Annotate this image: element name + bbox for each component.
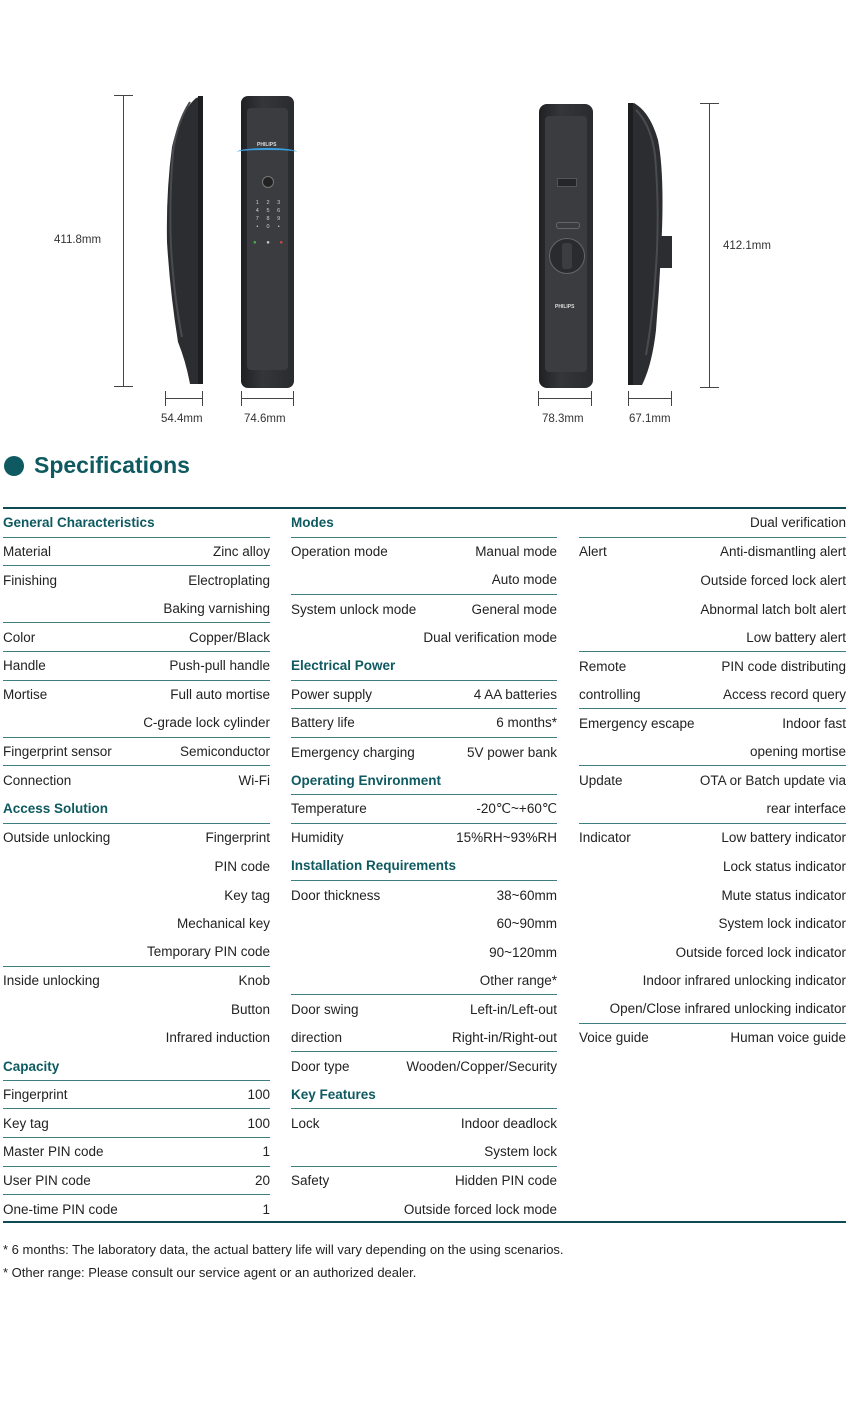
spec-value: 100 bbox=[247, 1115, 270, 1131]
spec-value: C-grade lock cylinder bbox=[143, 715, 270, 731]
spec-row bbox=[579, 824, 846, 853]
front-depth-tick-l bbox=[165, 391, 166, 406]
spec-label: Inside unlocking bbox=[3, 973, 100, 989]
spec-row bbox=[291, 566, 557, 595]
spec-label: Fingerprint bbox=[3, 1087, 68, 1103]
section-header bbox=[291, 509, 557, 538]
spec-value: Semiconductor bbox=[179, 744, 270, 760]
section-title: Access Solution bbox=[3, 801, 109, 817]
spec-label: Connection bbox=[3, 773, 72, 789]
back-width-tick-r bbox=[591, 391, 592, 406]
key-6: 6 bbox=[277, 208, 281, 214]
front-height-line bbox=[123, 95, 124, 386]
spec-value: Other range* bbox=[479, 972, 557, 988]
spec-value: opening mortise bbox=[749, 744, 846, 760]
spec-value: Key tag bbox=[224, 887, 270, 903]
spec-row bbox=[3, 824, 270, 853]
spec-row bbox=[579, 881, 846, 910]
section-title: Operating Environment bbox=[291, 772, 442, 788]
front-depth-label: 54.4mm bbox=[161, 413, 203, 425]
footnote-range: * Other range: Please consult our service agent or an authorized dealer. bbox=[3, 1265, 417, 1280]
section-header bbox=[291, 766, 557, 795]
spec-label: Power supply bbox=[291, 686, 373, 702]
spec-value: 60~90mm bbox=[496, 916, 557, 932]
spec-row bbox=[579, 1024, 846, 1053]
spec-value: Dual verification mode bbox=[423, 630, 557, 646]
spec-row bbox=[579, 566, 846, 595]
spec-value: Mechanical key bbox=[176, 916, 270, 932]
spec-label: Indicator bbox=[579, 830, 631, 846]
spec-row bbox=[579, 509, 846, 538]
spec-value: Button bbox=[230, 1001, 270, 1017]
spec-value: Baking varnishing bbox=[163, 601, 270, 617]
spec-value: Electroplating bbox=[188, 572, 270, 588]
spec-value: Outside forced lock mode bbox=[403, 1202, 557, 1218]
spec-value: Mute status indicator bbox=[721, 887, 846, 903]
back-height-tick-top bbox=[700, 103, 719, 104]
spec-label: controlling bbox=[579, 686, 641, 702]
fingerprint-sensor-icon bbox=[262, 176, 274, 188]
back-width-tick-l bbox=[538, 391, 539, 406]
spec-row bbox=[3, 652, 270, 681]
section-header bbox=[3, 1052, 270, 1081]
spec-value: System lock indicator bbox=[718, 916, 846, 932]
spec-row bbox=[291, 738, 557, 767]
spec-label: Mortise bbox=[3, 687, 48, 703]
spec-value: PIN code bbox=[214, 858, 270, 874]
section-title: General Characteristics bbox=[3, 515, 155, 531]
blue-light-strip bbox=[237, 148, 297, 156]
spec-label: Update bbox=[579, 773, 623, 789]
spec-row bbox=[579, 652, 846, 681]
spec-value: 90~120mm bbox=[489, 944, 557, 960]
battery-slot bbox=[557, 178, 577, 187]
spec-label: One-time PIN code bbox=[3, 1202, 118, 1218]
spec-row bbox=[3, 1167, 270, 1196]
lock-side-profile-front bbox=[160, 92, 208, 390]
key-4: 4 bbox=[255, 208, 259, 214]
spec-row bbox=[3, 595, 270, 624]
spec-value: Lock status indicator bbox=[722, 858, 846, 874]
front-height-tick-top bbox=[114, 95, 133, 96]
table-bottom-rule bbox=[3, 1221, 846, 1223]
status-icons bbox=[253, 240, 283, 246]
lock-side-profile-back bbox=[624, 100, 680, 390]
spec-value: Access record query bbox=[722, 686, 846, 702]
section-title: Capacity bbox=[3, 1058, 60, 1074]
spec-row bbox=[579, 681, 846, 710]
footnotes bbox=[3, 1238, 564, 1284]
spec-row bbox=[291, 824, 557, 853]
spec-row bbox=[291, 881, 557, 910]
front-depth-tick-r bbox=[202, 391, 203, 406]
key-0: 0 bbox=[266, 224, 270, 230]
spec-row bbox=[3, 852, 270, 881]
spec-row bbox=[3, 566, 270, 595]
spec-row bbox=[291, 538, 557, 567]
spec-label: Lock bbox=[291, 1116, 320, 1132]
spec-row bbox=[3, 623, 270, 652]
spec-value: Wooden/Copper/Security bbox=[406, 1059, 557, 1075]
spec-row bbox=[291, 595, 557, 624]
spec-label: Door swing bbox=[291, 1001, 359, 1017]
spec-value: Auto mode bbox=[491, 572, 557, 588]
page-title: Specifications bbox=[34, 452, 190, 478]
spec-row bbox=[3, 766, 270, 795]
section-header bbox=[291, 852, 557, 881]
spec-value: Abnormal latch bolt alert bbox=[700, 601, 846, 617]
section-header bbox=[3, 795, 270, 824]
spec-label: Temperature bbox=[291, 801, 367, 817]
back-height-label: 412.1mm bbox=[723, 240, 771, 252]
spec-label: Remote bbox=[579, 658, 627, 674]
spec-value: General mode bbox=[471, 601, 557, 617]
spec-row bbox=[291, 1195, 557, 1224]
spec-row bbox=[291, 623, 557, 652]
spec-row bbox=[3, 1195, 270, 1224]
spec-value: Human voice guide bbox=[730, 1030, 846, 1046]
spec-label: Door thickness bbox=[291, 887, 381, 903]
spec-label: Color bbox=[3, 629, 36, 645]
spec-row bbox=[579, 538, 846, 567]
red-status-icon: ● bbox=[279, 240, 283, 246]
spec-label: Master PIN code bbox=[3, 1144, 104, 1160]
spec-row bbox=[291, 938, 557, 967]
spec-row bbox=[3, 1109, 270, 1138]
key-star-icon: • bbox=[256, 224, 259, 230]
spec-value: Outside forced lock indicator bbox=[675, 944, 846, 960]
key-7: 7 bbox=[255, 216, 259, 222]
spec-value: 20 bbox=[254, 1172, 270, 1188]
spec-value: Left-in/Left-out bbox=[469, 1001, 557, 1017]
spec-row bbox=[579, 595, 846, 624]
spec-value: 15%RH~93%RH bbox=[456, 830, 557, 846]
back-height-line bbox=[709, 103, 710, 387]
spec-row bbox=[579, 938, 846, 967]
spec-value: Temporary PIN code bbox=[146, 944, 270, 960]
spec-row bbox=[579, 738, 846, 767]
bell-icon: ● bbox=[266, 240, 270, 246]
lock-back-panel bbox=[539, 104, 593, 388]
back-width-label: 78.3mm bbox=[542, 413, 584, 425]
back-width-line bbox=[538, 398, 592, 399]
spec-label: Finishing bbox=[3, 572, 58, 588]
key-1: 1 bbox=[255, 200, 259, 206]
spec-column-3 bbox=[579, 509, 846, 1052]
spec-value: Push-pull handle bbox=[169, 658, 270, 674]
spec-value: Low battery alert bbox=[746, 629, 846, 645]
spec-value: System lock bbox=[484, 1144, 557, 1160]
spec-row bbox=[291, 1024, 557, 1053]
spec-label: Alert bbox=[579, 544, 607, 560]
spec-row bbox=[579, 795, 846, 824]
spec-row bbox=[291, 709, 557, 738]
spec-value: Outside forced lock alert bbox=[700, 572, 846, 588]
spec-label: Key tag bbox=[3, 1115, 49, 1131]
spec-label: Emergency escape bbox=[579, 715, 695, 731]
spec-row bbox=[3, 1024, 270, 1053]
spec-label: Door type bbox=[291, 1059, 350, 1075]
spec-value: Indoor deadlock bbox=[460, 1116, 557, 1132]
spec-label: Fingerprint sensor bbox=[3, 744, 112, 760]
spec-value: Zinc alloy bbox=[212, 543, 270, 559]
spec-value: PIN code distributing bbox=[721, 658, 846, 674]
keypad bbox=[252, 200, 284, 230]
back-height-tick-bottom bbox=[700, 387, 719, 388]
spec-column-2 bbox=[291, 509, 557, 1224]
spec-row bbox=[3, 881, 270, 910]
spec-value: Infrared induction bbox=[165, 1030, 270, 1046]
spec-row bbox=[291, 1138, 557, 1167]
key-hash-icon: • bbox=[277, 224, 280, 230]
section-title: Electrical Power bbox=[291, 658, 396, 674]
spec-row bbox=[3, 1138, 270, 1167]
spec-row bbox=[291, 1052, 557, 1081]
spec-row bbox=[3, 738, 270, 767]
spec-row bbox=[579, 852, 846, 881]
spec-value: Knob bbox=[238, 973, 270, 989]
spec-label: Voice guide bbox=[579, 1030, 649, 1046]
spec-value: Hidden PIN code bbox=[454, 1173, 557, 1189]
button-pair bbox=[556, 222, 580, 229]
spec-row bbox=[291, 795, 557, 824]
section-title: Modes bbox=[291, 515, 334, 531]
spec-value: 100 bbox=[247, 1087, 270, 1103]
section-title: Key Features bbox=[291, 1087, 376, 1103]
spec-value: rear interface bbox=[766, 801, 846, 817]
spec-value: Fingerprint bbox=[205, 830, 270, 846]
spec-value: Full auto mortise bbox=[170, 687, 270, 703]
key-3: 3 bbox=[277, 200, 281, 206]
spec-value: 4 AA batteries bbox=[473, 686, 557, 702]
spec-label: Safety bbox=[291, 1173, 330, 1189]
front-width-tick-r bbox=[293, 391, 294, 406]
front-width-label: 74.6mm bbox=[244, 413, 286, 425]
spec-row bbox=[291, 967, 557, 996]
spec-value: -20℃~+60℃ bbox=[476, 800, 557, 816]
footnote-battery: * 6 months: The laboratory data, the actual battery life will vary depending on the using scenarios. bbox=[3, 1242, 564, 1257]
spec-row bbox=[3, 909, 270, 938]
spec-value: Wi-Fi bbox=[238, 773, 270, 789]
spec-value: Dual verification bbox=[749, 515, 846, 531]
spec-column-1 bbox=[3, 509, 270, 1224]
front-height-tick-bottom bbox=[114, 386, 133, 387]
spec-label: Material bbox=[3, 543, 52, 559]
back-depth-tick-r bbox=[671, 391, 672, 406]
front-height-label: 411.8mm bbox=[54, 234, 102, 246]
spec-row bbox=[291, 681, 557, 710]
spec-value: OTA or Batch update via bbox=[699, 773, 846, 789]
spec-value: 6 months* bbox=[496, 715, 557, 731]
spec-row bbox=[3, 995, 270, 1024]
spec-row bbox=[3, 967, 270, 996]
front-width-tick-l bbox=[241, 391, 242, 406]
brand-logo-front: PHILIPS bbox=[257, 142, 277, 148]
spec-value: 1 bbox=[262, 1144, 270, 1160]
spec-value: Right-in/Right-out bbox=[451, 1029, 557, 1045]
spec-row bbox=[579, 967, 846, 996]
spec-label: direction bbox=[291, 1029, 343, 1045]
spec-label: Emergency charging bbox=[291, 744, 415, 760]
spec-value: 5V power bank bbox=[466, 744, 557, 760]
green-status-icon: ● bbox=[253, 240, 257, 246]
spec-row bbox=[3, 938, 270, 967]
spec-row bbox=[3, 681, 270, 710]
back-depth-line bbox=[628, 398, 672, 399]
back-depth-tick-l bbox=[628, 391, 629, 406]
spec-row bbox=[579, 995, 846, 1024]
key-9: 9 bbox=[277, 216, 281, 222]
spec-row bbox=[3, 538, 270, 567]
spec-value: Indoor infrared unlocking indicator bbox=[642, 973, 846, 989]
spec-row bbox=[3, 709, 270, 738]
spec-label: Battery life bbox=[291, 715, 355, 731]
heading-dot-icon bbox=[4, 456, 24, 476]
lock-front-panel bbox=[241, 96, 294, 388]
spec-value: Indoor fast bbox=[782, 715, 846, 731]
specifications-heading bbox=[4, 452, 190, 479]
spec-value: 1 bbox=[262, 1202, 270, 1218]
spec-row bbox=[3, 1081, 270, 1110]
spec-row bbox=[579, 709, 846, 738]
key-8: 8 bbox=[266, 216, 270, 222]
spec-label: Handle bbox=[3, 658, 46, 674]
knob-icon bbox=[549, 238, 585, 274]
spec-value: Anti-dismantling alert bbox=[719, 544, 846, 560]
spec-row bbox=[579, 766, 846, 795]
front-depth-line bbox=[165, 398, 203, 399]
spec-row bbox=[291, 1167, 557, 1196]
spec-label: Operation mode bbox=[291, 544, 388, 560]
spec-value: Manual mode bbox=[475, 544, 557, 560]
spec-row bbox=[291, 995, 557, 1024]
back-depth-label: 67.1mm bbox=[629, 413, 671, 425]
spec-label: Humidity bbox=[291, 830, 344, 846]
spec-value: Copper/Black bbox=[188, 629, 270, 645]
spec-row bbox=[579, 623, 846, 652]
spec-label: System unlock mode bbox=[291, 601, 417, 617]
front-width-line bbox=[241, 398, 294, 399]
spec-row bbox=[291, 1109, 557, 1138]
section-title: Installation Requirements bbox=[291, 858, 457, 874]
section-header bbox=[291, 1081, 557, 1110]
spec-value: Open/Close infrared unlocking indicator bbox=[609, 1001, 846, 1017]
spec-label: User PIN code bbox=[3, 1172, 91, 1188]
spec-value: 38~60mm bbox=[496, 887, 557, 903]
section-header bbox=[3, 509, 270, 538]
section-header bbox=[291, 652, 557, 681]
spec-row bbox=[291, 909, 557, 938]
key-5: 5 bbox=[266, 208, 270, 214]
key-2: 2 bbox=[266, 200, 270, 206]
spec-row bbox=[579, 909, 846, 938]
spec-value: Low battery indicator bbox=[721, 830, 846, 846]
brand-logo-back: PHILIPS bbox=[555, 304, 575, 310]
spec-label: Outside unlocking bbox=[3, 830, 111, 846]
